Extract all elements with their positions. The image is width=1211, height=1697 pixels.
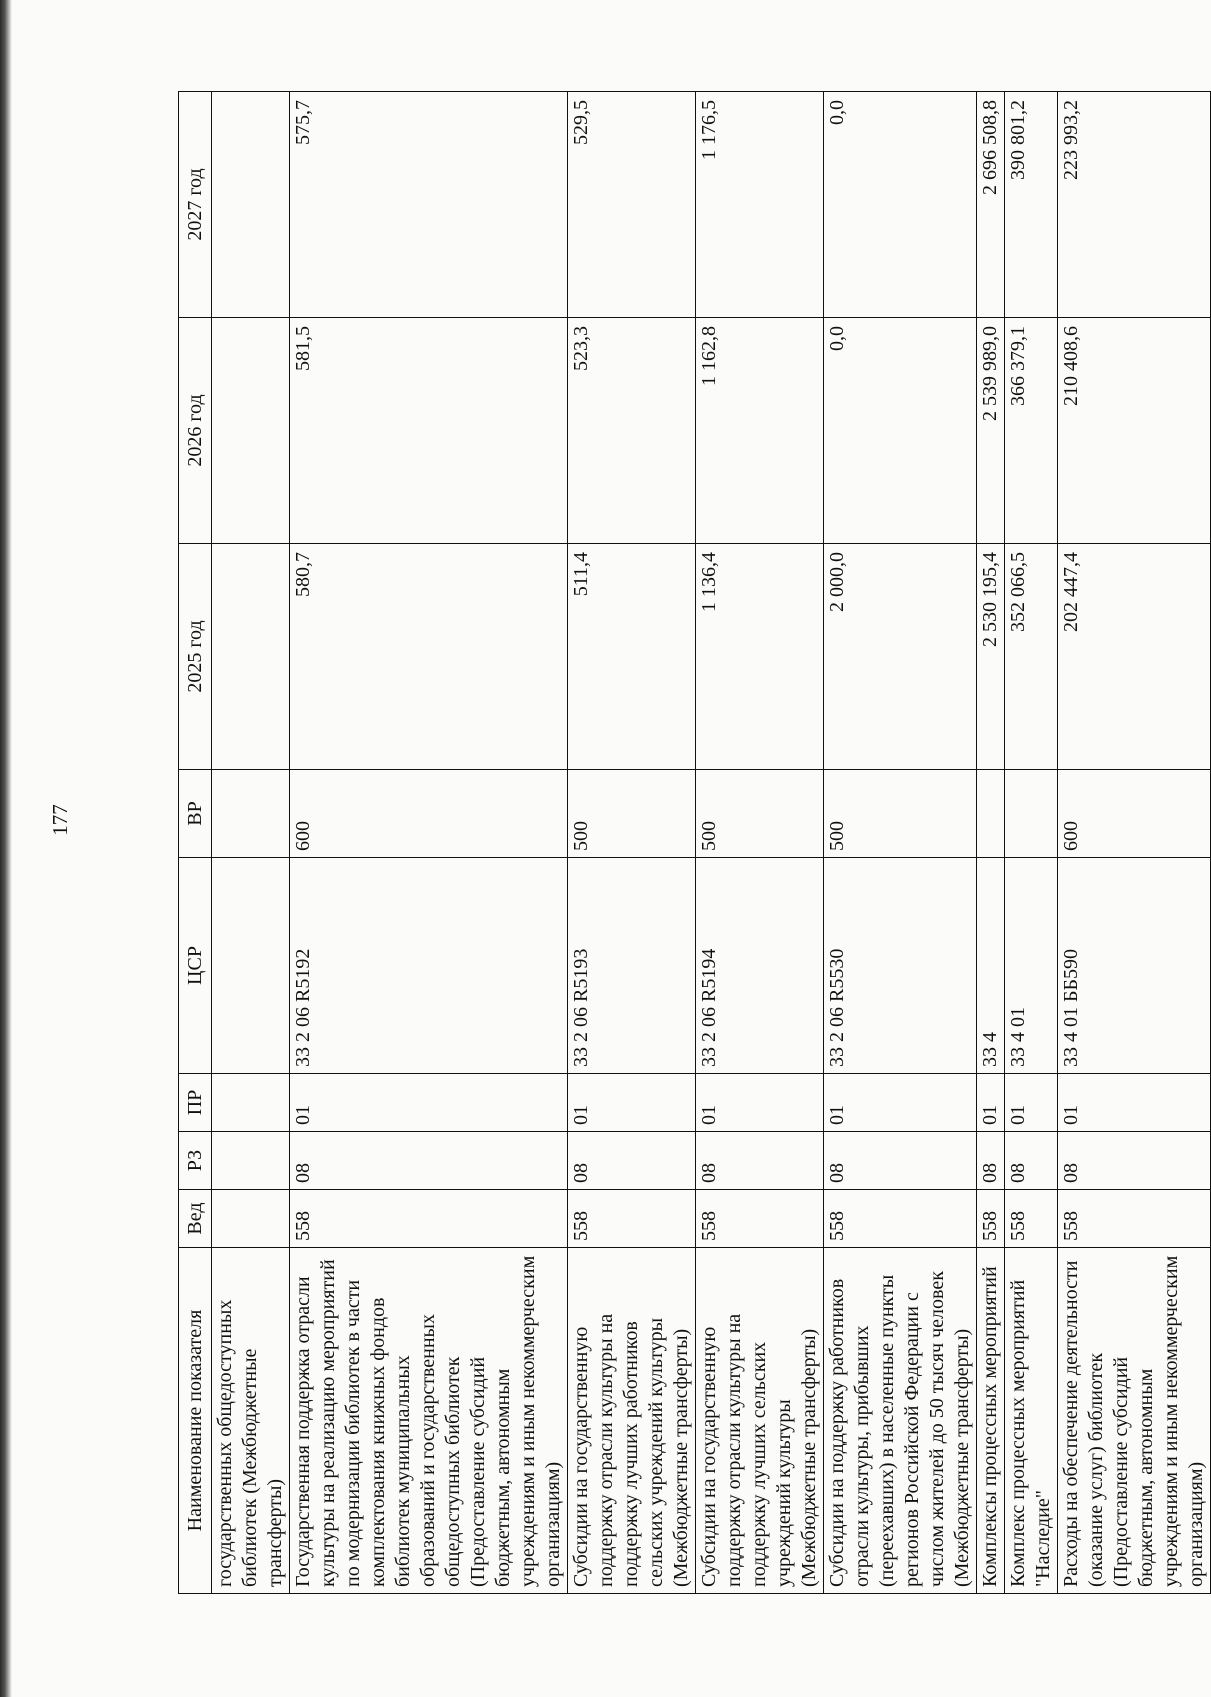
table-header-row (179, 92, 212, 1594)
cell-ved: 558 (1005, 1190, 1058, 1248)
cell-2025: 352 066,5 (1005, 544, 1058, 770)
cell-2025 (212, 544, 290, 770)
cell-csr: 33 4 01 ББ590 (1058, 858, 1211, 1074)
cell-2027: 2 696 508,8 (977, 92, 1005, 318)
cell-vr: 500 (568, 770, 696, 858)
cell-csr: 33 2 06 R5530 (824, 858, 977, 1074)
header-2027: 2027 год (179, 92, 212, 318)
table-row (696, 92, 824, 1594)
cell-ved: 558 (696, 1190, 824, 1248)
table-row (824, 92, 977, 1594)
cell-2026: 210 408,6 (1058, 318, 1211, 544)
cell-ved: 558 (1058, 1190, 1211, 1248)
cell-name: Субсидии на государственную поддержку отрасли культуры на поддержку лучших работников сельских учреждений культуры (Межбюджетные трансферты) (568, 1248, 696, 1594)
cell-2026: 581,5 (290, 318, 568, 544)
cell-rz: 08 (568, 1132, 696, 1190)
header-csr: ЦСР (179, 858, 212, 1074)
cell-2026: 523,3 (568, 318, 696, 544)
cell-name: Комплексы процессных мероприятий (977, 1248, 1005, 1594)
cell-rz: 08 (1058, 1132, 1211, 1190)
cell-csr: 33 4 (977, 858, 1005, 1074)
cell-2026: 2 539 989,0 (977, 318, 1005, 544)
cell-csr: 33 2 06 R5192 (290, 858, 568, 1074)
cell-ved: 558 (568, 1190, 696, 1248)
page-number: 177 (48, 804, 72, 836)
cell-csr (212, 858, 290, 1074)
cell-rz (212, 1132, 290, 1190)
header-pr: ПР (179, 1074, 212, 1132)
cell-pr: 01 (977, 1074, 1005, 1132)
cell-csr: 33 2 06 R5194 (696, 858, 824, 1074)
cell-2025: 1 136,4 (696, 544, 824, 770)
cell-rz: 08 (824, 1132, 977, 1190)
header-ved: Вед (179, 1190, 212, 1248)
cell-rz: 08 (696, 1132, 824, 1190)
cell-vr (1005, 770, 1058, 858)
table-row (1005, 92, 1058, 1594)
header-2026: 2026 год (179, 318, 212, 544)
cell-pr: 01 (568, 1074, 696, 1132)
budget-table (178, 91, 1211, 1594)
table-row (290, 92, 568, 1594)
cell-2025: 511,4 (568, 544, 696, 770)
cell-2026 (212, 318, 290, 544)
cell-rz: 08 (977, 1132, 1005, 1190)
cell-2027: 1 176,5 (696, 92, 824, 318)
cell-vr: 500 (696, 770, 824, 858)
table-row (212, 92, 290, 1594)
cell-2027: 529,5 (568, 92, 696, 318)
cell-2025: 580,7 (290, 544, 568, 770)
cell-2025: 202 447,4 (1058, 544, 1211, 770)
scan-edge-shadow (0, 0, 12, 1697)
cell-2027: 575,7 (290, 92, 568, 318)
cell-rz: 08 (1005, 1132, 1058, 1190)
cell-ved: 558 (290, 1190, 568, 1248)
table-row (977, 92, 1005, 1594)
cell-csr: 33 2 06 R5193 (568, 858, 696, 1074)
cell-pr: 01 (696, 1074, 824, 1132)
cell-vr (212, 770, 290, 858)
cell-vr (977, 770, 1005, 858)
cell-name: Расходы на обеспечение деятельности (оказание услуг) библиотек (Предоставление субсидий бюджетным, автономным учреждениям и иным некоммерческим организациям) (1058, 1248, 1211, 1594)
cell-2027: 390 801,2 (1005, 92, 1058, 318)
header-name: Наименование показателя (179, 1248, 212, 1594)
rotated-table-wrapper (178, 92, 1207, 1594)
table-row (568, 92, 696, 1594)
cell-2027 (212, 92, 290, 318)
cell-2026: 0,0 (824, 318, 977, 544)
cell-2027: 0,0 (824, 92, 977, 318)
cell-2027: 223 993,2 (1058, 92, 1211, 318)
cell-pr: 01 (824, 1074, 977, 1132)
cell-ved: 558 (824, 1190, 977, 1248)
cell-ved (212, 1190, 290, 1248)
cell-vr: 600 (290, 770, 568, 858)
table-row (1058, 92, 1211, 1594)
cell-name: Субсидии на государственную поддержку отрасли культуры на поддержку лучших сельских учреждений культуры (Межбюджетные трансферты) (696, 1248, 824, 1594)
cell-2025: 2 530 195,4 (977, 544, 1005, 770)
cell-vr: 500 (824, 770, 977, 858)
header-2025: 2025 год (179, 544, 212, 770)
cell-rz: 08 (290, 1132, 568, 1190)
cell-vr: 600 (1058, 770, 1211, 858)
header-vr: ВР (179, 770, 212, 858)
cell-name: Комплекс процессных мероприятий "Наследие" (1005, 1248, 1058, 1594)
cell-name: Государственная поддержка отрасли культуры на реализацию мероприятий по модернизации библиотек в части комплектования книжных фондов библиотек муниципальных образований и государственных общедоступных библиотек (Предоставление субсидий бюджетным, автономным учреждениям и иным некоммерческим организациям) (290, 1248, 568, 1594)
cell-pr (212, 1074, 290, 1132)
cell-2025: 2 000,0 (824, 544, 977, 770)
cell-name: Субсидии на поддержку работников отрасли культуры, прибывших (переехавших) в населенные пункты регионов Российской Федерации с числом жителей до 50 тысяч человек (Межбюджетные трансферты) (824, 1248, 977, 1594)
header-rz: РЗ (179, 1132, 212, 1190)
cell-name: государственных общедоступных библиотек (Межбюджетные трансферты) (212, 1248, 290, 1594)
cell-csr: 33 4 01 (1005, 858, 1058, 1074)
cell-pr: 01 (290, 1074, 568, 1132)
cell-2026: 1 162,8 (696, 318, 824, 544)
cell-pr: 01 (1058, 1074, 1211, 1132)
cell-ved: 558 (977, 1190, 1005, 1248)
cell-2026: 366 379,1 (1005, 318, 1058, 544)
cell-pr: 01 (1005, 1074, 1058, 1132)
